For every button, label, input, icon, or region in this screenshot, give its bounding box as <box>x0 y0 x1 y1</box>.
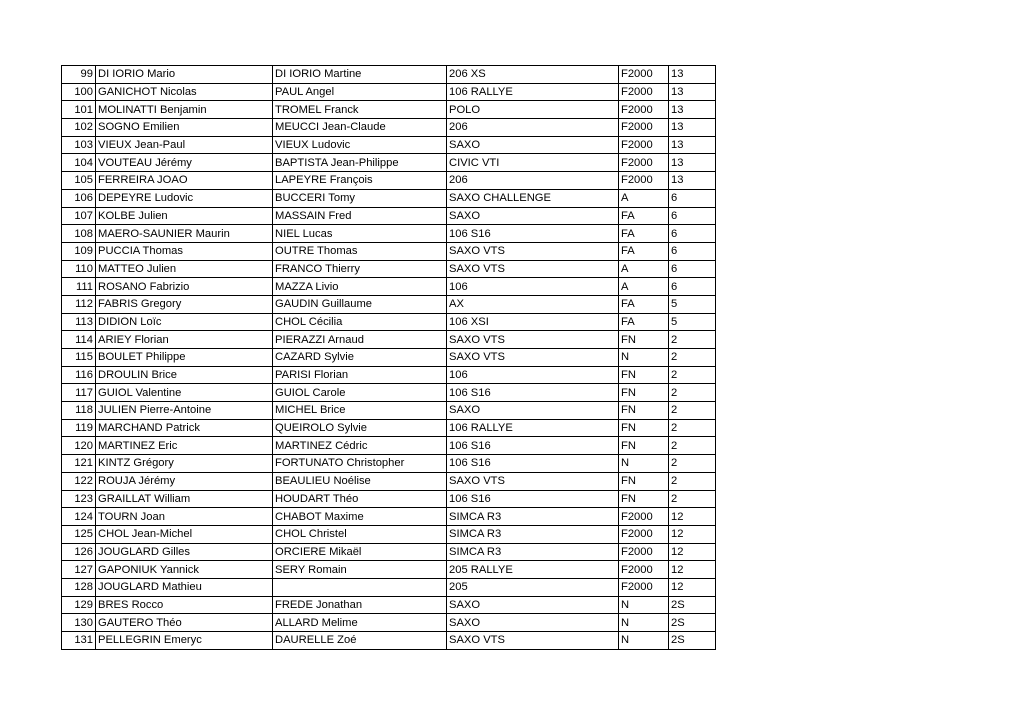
entry-number-cell: 106 <box>62 189 96 207</box>
car-cell: 206 <box>447 172 619 190</box>
car-cell: SAXO VTS <box>447 632 619 650</box>
entry-number-cell: 113 <box>62 313 96 331</box>
entry-number-cell: 101 <box>62 101 96 119</box>
copilot-cell: LAPEYRE François <box>273 172 447 190</box>
class-cell: 13 <box>669 101 716 119</box>
entry-number-cell: 107 <box>62 207 96 225</box>
group-cell: A <box>619 278 669 296</box>
table-row <box>62 596 716 614</box>
table-row <box>62 172 716 190</box>
entry-number-cell: 128 <box>62 578 96 596</box>
group-cell: N <box>619 349 669 367</box>
copilot-cell: MASSAIN Fred <box>273 207 447 225</box>
group-cell: A <box>619 189 669 207</box>
entry-number-cell: 103 <box>62 136 96 154</box>
car-cell: SAXO <box>447 136 619 154</box>
class-cell: 6 <box>669 225 716 243</box>
class-cell: 13 <box>669 172 716 190</box>
pilot-cell: MOLINATTI Benjamin <box>96 101 273 119</box>
class-cell: 2S <box>669 614 716 632</box>
pilot-cell: DEPEYRE Ludovic <box>96 189 273 207</box>
class-cell: 2 <box>669 455 716 473</box>
group-cell: FN <box>619 331 669 349</box>
car-cell: 206 <box>447 119 619 137</box>
copilot-cell: FRANCO Thierry <box>273 260 447 278</box>
car-cell: 106 <box>447 278 619 296</box>
copilot-cell: BEAULIEU Noélise <box>273 472 447 490</box>
table-row <box>62 278 716 296</box>
copilot-cell: HOUDART Théo <box>273 490 447 508</box>
class-cell: 2 <box>669 366 716 384</box>
copilot-cell: OUTRE Thomas <box>273 242 447 260</box>
table-row <box>62 543 716 561</box>
table-row <box>62 366 716 384</box>
class-cell: 2S <box>669 632 716 650</box>
class-cell: 6 <box>669 260 716 278</box>
copilot-cell: MEUCCI Jean-Claude <box>273 119 447 137</box>
entry-number-cell: 129 <box>62 596 96 614</box>
table-row <box>62 349 716 367</box>
entry-list-table <box>61 65 716 650</box>
entry-number-cell: 109 <box>62 242 96 260</box>
pilot-cell: DROULIN Brice <box>96 366 273 384</box>
car-cell: 106 S16 <box>447 455 619 473</box>
copilot-cell: CHOL Christel <box>273 525 447 543</box>
group-cell: F2000 <box>619 172 669 190</box>
entry-number-cell: 104 <box>62 154 96 172</box>
group-cell: N <box>619 632 669 650</box>
car-cell: 205 <box>447 578 619 596</box>
entry-number-cell: 117 <box>62 384 96 402</box>
entry-number-cell: 121 <box>62 455 96 473</box>
group-cell: N <box>619 455 669 473</box>
car-cell: 106 RALLYE <box>447 83 619 101</box>
class-cell: 6 <box>669 278 716 296</box>
car-cell: POLO <box>447 101 619 119</box>
pilot-cell: JULIEN Pierre-Antoine <box>96 402 273 420</box>
copilot-cell <box>273 578 447 596</box>
group-cell: FA <box>619 207 669 225</box>
class-cell: 6 <box>669 207 716 225</box>
entry-list-body <box>62 66 716 650</box>
class-cell: 12 <box>669 578 716 596</box>
car-cell: 106 S16 <box>447 490 619 508</box>
class-cell: 13 <box>669 66 716 84</box>
entry-number-cell: 127 <box>62 561 96 579</box>
car-cell: CIVIC VTI <box>447 154 619 172</box>
car-cell: 106 XSI <box>447 313 619 331</box>
pilot-cell: PELLEGRIN Emeryc <box>96 632 273 650</box>
copilot-cell: FREDE Jonathan <box>273 596 447 614</box>
table-row <box>62 83 716 101</box>
pilot-cell: FABRIS Gregory <box>96 295 273 313</box>
class-cell: 5 <box>669 313 716 331</box>
pilot-cell: MAERO-SAUNIER Maurin <box>96 225 273 243</box>
table-row <box>62 614 716 632</box>
table-row <box>62 437 716 455</box>
class-cell: 12 <box>669 525 716 543</box>
copilot-cell: GAUDIN Guillaume <box>273 295 447 313</box>
car-cell: SAXO VTS <box>447 260 619 278</box>
group-cell: N <box>619 614 669 632</box>
copilot-cell: CHOL Cécilia <box>273 313 447 331</box>
group-cell: FN <box>619 402 669 420</box>
group-cell: F2000 <box>619 83 669 101</box>
pilot-cell: GANICHOT Nicolas <box>96 83 273 101</box>
table-row <box>62 260 716 278</box>
table-row <box>62 295 716 313</box>
class-cell: 13 <box>669 83 716 101</box>
table-row <box>62 242 716 260</box>
car-cell: 206 XS <box>447 66 619 84</box>
pilot-cell: JOUGLARD Mathieu <box>96 578 273 596</box>
car-cell: SAXO <box>447 402 619 420</box>
pilot-cell: GUIOL Valentine <box>96 384 273 402</box>
car-cell: SAXO <box>447 207 619 225</box>
copilot-cell: NIEL Lucas <box>273 225 447 243</box>
table-row <box>62 578 716 596</box>
car-cell: 106 S16 <box>447 384 619 402</box>
pilot-cell: KINTZ Grégory <box>96 455 273 473</box>
car-cell: SAXO VTS <box>447 472 619 490</box>
table-row <box>62 136 716 154</box>
entry-number-cell: 102 <box>62 119 96 137</box>
pilot-cell: TOURN Joan <box>96 508 273 526</box>
table-row <box>62 313 716 331</box>
table-row <box>62 154 716 172</box>
entry-number-cell: 119 <box>62 419 96 437</box>
copilot-cell: BUCCERI Tomy <box>273 189 447 207</box>
group-cell: FN <box>619 490 669 508</box>
group-cell: FN <box>619 384 669 402</box>
pilot-cell: ROUJA Jérémy <box>96 472 273 490</box>
copilot-cell: QUEIROLO Sylvie <box>273 419 447 437</box>
class-cell: 13 <box>669 119 716 137</box>
table-row <box>62 561 716 579</box>
entry-number-cell: 118 <box>62 402 96 420</box>
table-row <box>62 472 716 490</box>
class-cell: 2 <box>669 349 716 367</box>
copilot-cell: CAZARD Sylvie <box>273 349 447 367</box>
group-cell: F2000 <box>619 154 669 172</box>
pilot-cell: GAUTERO Théo <box>96 614 273 632</box>
entry-number-cell: 116 <box>62 366 96 384</box>
group-cell: F2000 <box>619 561 669 579</box>
pilot-cell: KOLBE Julien <box>96 207 273 225</box>
group-cell: F2000 <box>619 66 669 84</box>
pilot-cell: GRAILLAT William <box>96 490 273 508</box>
table-row <box>62 525 716 543</box>
class-cell: 12 <box>669 561 716 579</box>
entry-number-cell: 125 <box>62 525 96 543</box>
entry-number-cell: 126 <box>62 543 96 561</box>
pilot-cell: DIDION Loïc <box>96 313 273 331</box>
copilot-cell: ALLARD Melime <box>273 614 447 632</box>
pilot-cell: ARIEY Florian <box>96 331 273 349</box>
pilot-cell: PUCCIA Thomas <box>96 242 273 260</box>
table-row <box>62 207 716 225</box>
class-cell: 2 <box>669 402 716 420</box>
copilot-cell: VIEUX Ludovic <box>273 136 447 154</box>
car-cell: SAXO CHALLENGE <box>447 189 619 207</box>
group-cell: N <box>619 596 669 614</box>
car-cell: 106 RALLYE <box>447 419 619 437</box>
copilot-cell: PIERAZZI Arnaud <box>273 331 447 349</box>
group-cell: FA <box>619 225 669 243</box>
pilot-cell: ROSANO Fabrizio <box>96 278 273 296</box>
copilot-cell: TROMEL Franck <box>273 101 447 119</box>
car-cell: SAXO VTS <box>447 242 619 260</box>
group-cell: FA <box>619 242 669 260</box>
class-cell: 13 <box>669 136 716 154</box>
car-cell: SAXO VTS <box>447 349 619 367</box>
entry-number-cell: 108 <box>62 225 96 243</box>
table-row <box>62 508 716 526</box>
copilot-cell: PAUL Angel <box>273 83 447 101</box>
class-cell: 12 <box>669 508 716 526</box>
pilot-cell: DI IORIO Mario <box>96 66 273 84</box>
class-cell: 2 <box>669 437 716 455</box>
entry-number-cell: 114 <box>62 331 96 349</box>
class-cell: 2 <box>669 490 716 508</box>
entry-number-cell: 110 <box>62 260 96 278</box>
pilot-cell: BRES Rocco <box>96 596 273 614</box>
class-cell: 5 <box>669 295 716 313</box>
table-row <box>62 632 716 650</box>
entry-number-cell: 115 <box>62 349 96 367</box>
car-cell: SAXO <box>447 596 619 614</box>
group-cell: FA <box>619 295 669 313</box>
pilot-cell: FERREIRA JOAO <box>96 172 273 190</box>
car-cell: 205 RALLYE <box>447 561 619 579</box>
car-cell: AX <box>447 295 619 313</box>
pilot-cell: MATTEO Julien <box>96 260 273 278</box>
entry-number-cell: 105 <box>62 172 96 190</box>
group-cell: FA <box>619 313 669 331</box>
group-cell: FN <box>619 472 669 490</box>
pilot-cell: MARCHAND Patrick <box>96 419 273 437</box>
pilot-cell: BOULET Philippe <box>96 349 273 367</box>
copilot-cell: ORCIERE Mikaël <box>273 543 447 561</box>
car-cell: SIMCA R3 <box>447 508 619 526</box>
car-cell: 106 <box>447 366 619 384</box>
entry-number-cell: 100 <box>62 83 96 101</box>
group-cell: F2000 <box>619 136 669 154</box>
copilot-cell: SERY Romain <box>273 561 447 579</box>
copilot-cell: PARISI Florian <box>273 366 447 384</box>
entry-number-cell: 131 <box>62 632 96 650</box>
copilot-cell: FORTUNATO Christopher <box>273 455 447 473</box>
entry-number-cell: 124 <box>62 508 96 526</box>
pilot-cell: VOUTEAU Jérémy <box>96 154 273 172</box>
class-cell: 2 <box>669 472 716 490</box>
pilot-cell: SOGNO Emilien <box>96 119 273 137</box>
table-row <box>62 66 716 84</box>
copilot-cell: CHABOT Maxime <box>273 508 447 526</box>
car-cell: SAXO VTS <box>447 331 619 349</box>
group-cell: FN <box>619 366 669 384</box>
entry-number-cell: 111 <box>62 278 96 296</box>
car-cell: 106 S16 <box>447 437 619 455</box>
class-cell: 2 <box>669 419 716 437</box>
class-cell: 13 <box>669 154 716 172</box>
group-cell: F2000 <box>619 578 669 596</box>
car-cell: SAXO <box>447 614 619 632</box>
pilot-cell: GAPONIUK Yannick <box>96 561 273 579</box>
class-cell: 2 <box>669 384 716 402</box>
table-row <box>62 331 716 349</box>
class-cell: 12 <box>669 543 716 561</box>
group-cell: F2000 <box>619 101 669 119</box>
class-cell: 2 <box>669 331 716 349</box>
table-row <box>62 189 716 207</box>
table-row <box>62 455 716 473</box>
car-cell: SIMCA R3 <box>447 543 619 561</box>
entry-number-cell: 123 <box>62 490 96 508</box>
group-cell: FN <box>619 437 669 455</box>
class-cell: 6 <box>669 189 716 207</box>
group-cell: FN <box>619 419 669 437</box>
table-row <box>62 101 716 119</box>
entry-number-cell: 99 <box>62 66 96 84</box>
copilot-cell: BAPTISTA Jean-Philippe <box>273 154 447 172</box>
entry-number-cell: 112 <box>62 295 96 313</box>
group-cell: F2000 <box>619 525 669 543</box>
pilot-cell: CHOL Jean-Michel <box>96 525 273 543</box>
car-cell: 106 S16 <box>447 225 619 243</box>
class-cell: 6 <box>669 242 716 260</box>
copilot-cell: GUIOL Carole <box>273 384 447 402</box>
table-row <box>62 402 716 420</box>
pilot-cell: JOUGLARD Gilles <box>96 543 273 561</box>
copilot-cell: MICHEL Brice <box>273 402 447 420</box>
pilot-cell: MARTINEZ Eric <box>96 437 273 455</box>
entry-number-cell: 120 <box>62 437 96 455</box>
entry-number-cell: 130 <box>62 614 96 632</box>
copilot-cell: MAZZA Livio <box>273 278 447 296</box>
table-row <box>62 490 716 508</box>
group-cell: F2000 <box>619 119 669 137</box>
entry-number-cell: 122 <box>62 472 96 490</box>
group-cell: A <box>619 260 669 278</box>
copilot-cell: DI IORIO Martine <box>273 66 447 84</box>
pilot-cell: VIEUX Jean-Paul <box>96 136 273 154</box>
table-row <box>62 225 716 243</box>
table-row <box>62 384 716 402</box>
table-row <box>62 119 716 137</box>
group-cell: F2000 <box>619 543 669 561</box>
table-row <box>62 419 716 437</box>
copilot-cell: DAURELLE Zoé <box>273 632 447 650</box>
car-cell: SIMCA R3 <box>447 525 619 543</box>
copilot-cell: MARTINEZ Cédric <box>273 437 447 455</box>
group-cell: F2000 <box>619 508 669 526</box>
class-cell: 2S <box>669 596 716 614</box>
